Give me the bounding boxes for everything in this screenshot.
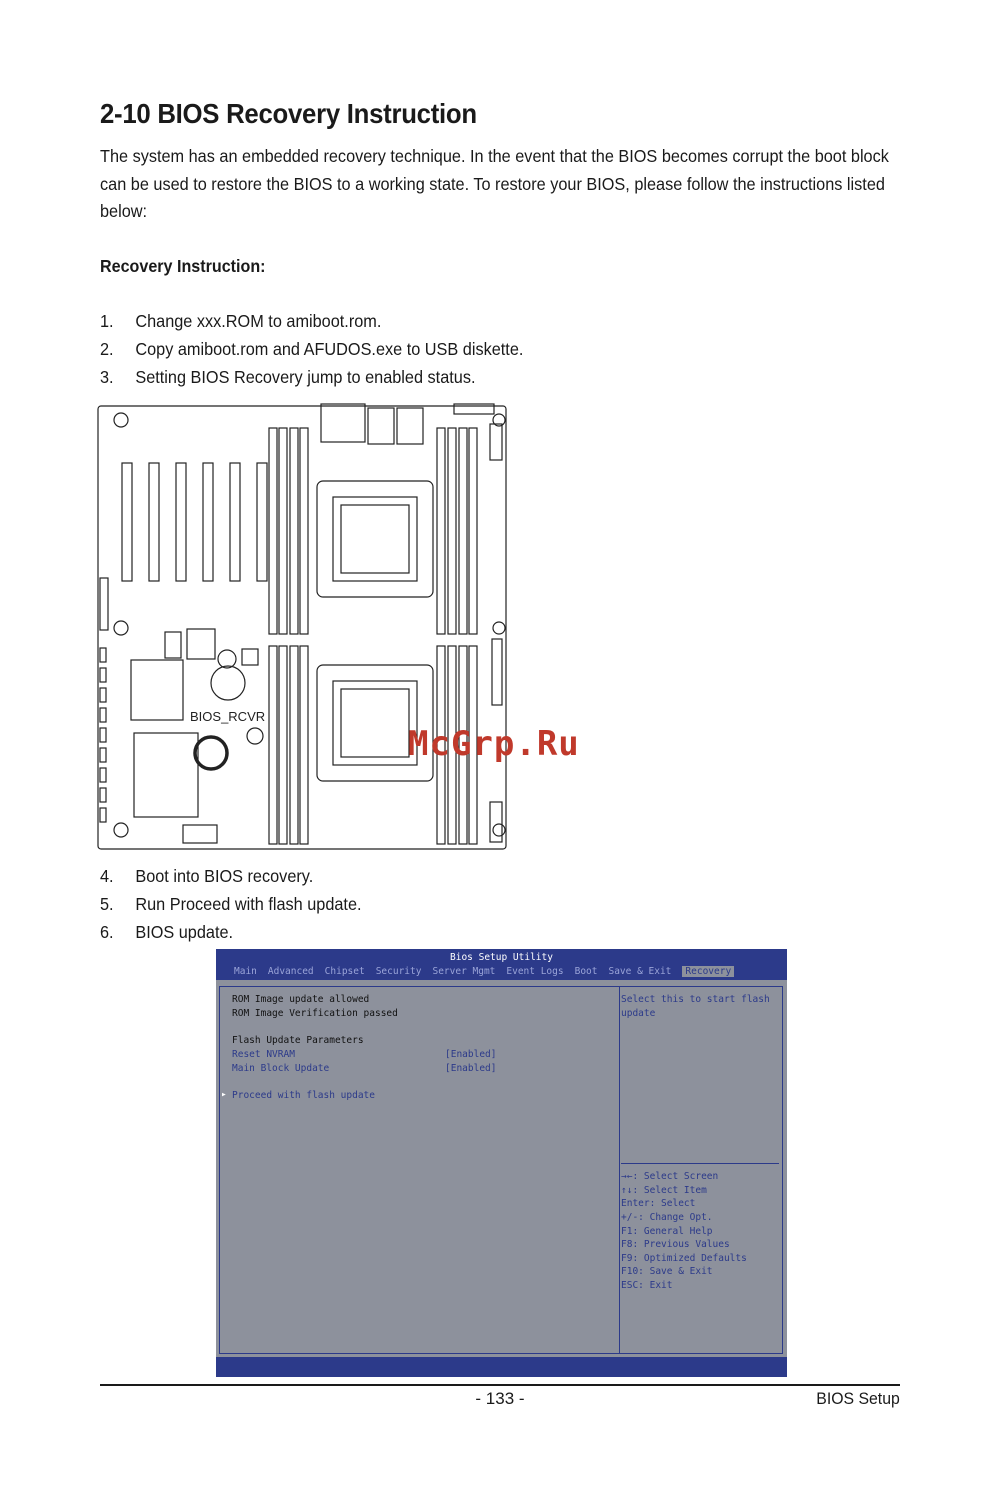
key-hint: F8: Previous Values [621, 1239, 730, 1250]
help-line-1: Select this to start flash [621, 994, 770, 1005]
page-number: - 133 - [475, 1389, 525, 1408]
motherboard-diagram [97, 403, 509, 852]
step-6: 6. BIOS update. [100, 922, 234, 942]
tab-event-logs[interactable]: Event Logs [506, 966, 564, 977]
key-hint: Enter: Select [621, 1198, 696, 1209]
key-hint: ↑↓: Select Item [621, 1185, 707, 1196]
step-2: 2. Copy amiboot.rom and AFUDOS.exe to USB diskette. [100, 339, 524, 359]
key-hint: F9: Optimized Defaults [621, 1253, 747, 1264]
caret-right-icon: ▸ [221, 1089, 227, 1100]
bios-main-panel [219, 986, 620, 1354]
section-name: BIOS Setup [816, 1389, 900, 1408]
jumper-label: BIOS_RCVR [190, 709, 266, 724]
proceed-flash-update[interactable]: Proceed with flash update [232, 1090, 375, 1101]
bios-screen [216, 949, 787, 1377]
help-divider [621, 1163, 779, 1164]
step-5: 5. Run Proceed with flash update. [100, 894, 362, 914]
footer-divider [100, 1384, 900, 1386]
bios-help-panel [618, 986, 783, 1354]
tab-security[interactable]: Security [375, 966, 422, 977]
key-hint: ESC: Exit [621, 1280, 673, 1291]
tab-server-mgmt[interactable]: Server Mgmt [432, 966, 496, 977]
bios-header [216, 949, 787, 980]
tab-chipset[interactable]: Chipset [324, 966, 365, 977]
reset-nvram-option[interactable]: Reset NVRAM [232, 1049, 295, 1060]
reset-nvram-value[interactable]: [Enabled] [445, 1049, 497, 1060]
recovery-subheading: Recovery Instruction: [100, 256, 266, 276]
bios-footer-bar [216, 1357, 787, 1377]
key-hint: +/-: Change Opt. [621, 1212, 713, 1223]
tab-recovery[interactable]: Recovery [682, 966, 734, 977]
main-block-value[interactable]: [Enabled] [445, 1063, 497, 1074]
intro-paragraph: The system has an embedded recovery technique. In the event that the BIOS becomes corrupt the boot block can be used to restore the BIOS to a working state. To restore your BIOS, please follow the instructions listed below: [100, 146, 889, 221]
tab-main[interactable]: Main [234, 966, 257, 977]
bios-tab-bar [234, 966, 734, 977]
key-hint: F1: General Help [621, 1226, 713, 1237]
step-3: 3. Setting BIOS Recovery jump to enabled status. [100, 367, 476, 387]
bios-title: Bios Setup Utility [450, 952, 553, 963]
rom-verify-status: ROM Image Verification passed [232, 1008, 398, 1019]
main-block-option[interactable]: Main Block Update [232, 1063, 330, 1074]
key-hint: →←: Select Screen [621, 1171, 719, 1182]
key-hint: F10: Save & Exit [621, 1266, 713, 1277]
section-heading: 2-10 BIOS Recovery Instruction [100, 98, 477, 129]
tab-boot[interactable]: Boot [574, 966, 598, 977]
tab-advanced[interactable]: Advanced [267, 966, 314, 977]
step-1: 1. Change xxx.ROM to amiboot.rom. [100, 311, 382, 331]
step-4: 4. Boot into BIOS recovery. [100, 866, 314, 886]
watermark: McGrp.Ru [408, 724, 580, 764]
rom-update-status: ROM Image update allowed [232, 994, 370, 1005]
help-line-2: update [621, 1008, 656, 1019]
flash-params-heading: Flash Update Parameters [232, 1035, 364, 1046]
tab-save-exit[interactable]: Save & Exit [608, 966, 672, 977]
